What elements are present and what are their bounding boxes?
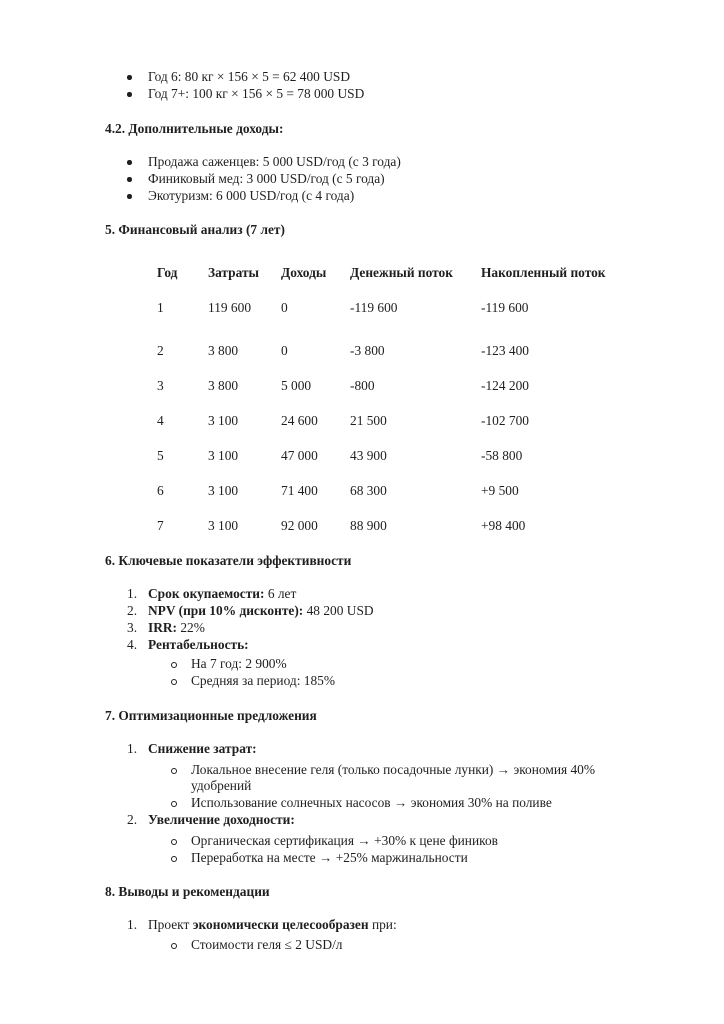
bullet-year6: Год 6: 80 кг × 156 × 5 = 62 400 USD xyxy=(148,69,351,84)
kpi-item-profitability xyxy=(127,637,249,653)
header-cumulative-flow: Накопленный поток xyxy=(481,265,606,280)
table-row xyxy=(148,403,621,438)
cell-cumulative: -119 600 xyxy=(481,300,529,315)
table-row xyxy=(148,283,621,333)
section-4-2-title: 4.2. Дополнительные доходы: xyxy=(105,121,284,136)
sub-item-gel-price: Стоимости геля ≤ 2 USD/л xyxy=(191,937,343,952)
bullet-seedlings: Продажа саженцев: 5 000 USD/год (с 3 года) xyxy=(148,154,401,169)
section-6-title: 6. Ключевые показатели эффективности xyxy=(105,553,352,568)
cell-cumulative: -58 800 xyxy=(481,448,523,463)
cell-costs: 3 100 xyxy=(208,448,239,463)
cell-income: 47 000 xyxy=(281,448,318,463)
cell-year: 6 xyxy=(157,483,164,498)
sub-item-year7: На 7 год: 2 900% xyxy=(191,656,287,671)
cell-income: 71 400 xyxy=(281,483,318,498)
bullet-year7: Год 7+: 100 кг × 156 × 5 = 78 000 USD xyxy=(148,86,365,101)
kpi-value: 48 200 USD xyxy=(303,603,374,618)
cell-cash-flow: -3 800 xyxy=(350,343,385,358)
cell-year: 1 xyxy=(157,300,164,315)
cell-cash-flow: 68 300 xyxy=(350,483,387,498)
kpi-label: NPV (при 10% дисконте): xyxy=(148,603,304,618)
kpi-value: 22% xyxy=(177,620,205,635)
kpi-value: 6 лет xyxy=(264,586,297,601)
table-row xyxy=(148,508,621,543)
cell-income: 24 600 xyxy=(281,413,318,428)
list-number: 2. xyxy=(127,812,138,827)
table-row xyxy=(148,438,621,473)
list-number: 3. xyxy=(127,620,138,635)
sub-item-solar: Использование солнечных насосов → экономия 30% на поливе xyxy=(191,795,552,810)
cell-cash-flow: 43 900 xyxy=(350,448,387,463)
cell-cash-flow: -119 600 xyxy=(350,300,398,315)
optimization-item-income xyxy=(127,812,295,828)
list-number: 1. xyxy=(127,586,138,601)
cell-cash-flow: 88 900 xyxy=(350,518,387,533)
cell-year: 4 xyxy=(157,413,164,428)
bullet-ecotourism: Экотуризм: 6 000 USD/год (с 4 года) xyxy=(148,188,355,203)
cell-costs: 3 100 xyxy=(208,483,239,498)
header-income: Доходы xyxy=(281,265,327,280)
cell-costs: 3 800 xyxy=(208,378,239,393)
conclusion-bold: экономически целесообразен xyxy=(192,917,369,932)
cell-year: 7 xyxy=(157,518,164,533)
sub-item-gel-cont: удобрений xyxy=(191,778,252,793)
header-cash-flow: Денежный поток xyxy=(350,265,453,280)
sub-item-processing: Переработка на месте → +25% маржинальности xyxy=(191,850,468,865)
cell-income: 92 000 xyxy=(281,518,318,533)
cell-costs: 3 100 xyxy=(208,518,239,533)
cell-cash-flow: 21 500 xyxy=(350,413,387,428)
cell-year: 5 xyxy=(157,448,164,463)
cell-cumulative: -123 400 xyxy=(481,343,529,358)
list-number: 1. xyxy=(127,917,138,932)
optimization-item-costs xyxy=(127,741,257,757)
sub-item-average: Средняя за период: 185% xyxy=(191,673,336,688)
cell-costs: 3 100 xyxy=(208,413,239,428)
cell-costs: 119 600 xyxy=(208,300,252,315)
table-row xyxy=(148,473,621,508)
item-label: Увеличение доходности: xyxy=(148,812,295,827)
kpi-label: IRR: xyxy=(148,620,178,635)
cell-income: 5 000 xyxy=(281,378,312,393)
conclusion-prefix: Проект xyxy=(148,917,193,932)
cell-income: 0 xyxy=(281,343,288,358)
kpi-label: Рентабельность: xyxy=(148,637,249,652)
cell-cumulative: -124 200 xyxy=(481,378,529,393)
header-costs: Затраты xyxy=(208,265,259,280)
cell-cumulative: +9 500 xyxy=(481,483,519,498)
cell-cumulative: -102 700 xyxy=(481,413,529,428)
section-7-title: 7. Оптимизационные предложения xyxy=(105,708,317,723)
cell-income: 0 xyxy=(281,300,288,315)
cell-cash-flow: -800 xyxy=(350,378,375,393)
table-header-row xyxy=(148,263,621,283)
kpi-label: Срок окупаемости: xyxy=(148,586,265,601)
table-row xyxy=(148,333,621,368)
kpi-item-payback xyxy=(127,586,297,602)
sub-item-organic: Органическая сертификация → +30% к цене фиников xyxy=(191,833,498,848)
item-label: Снижение затрат: xyxy=(148,741,257,756)
conclusion-suffix: при: xyxy=(368,917,397,932)
kpi-item-irr xyxy=(127,620,205,636)
cell-year: 2 xyxy=(157,343,164,358)
header-year: Год xyxy=(157,265,178,280)
cell-cumulative: +98 400 xyxy=(481,518,526,533)
cell-costs: 3 800 xyxy=(208,343,239,358)
financial-table xyxy=(148,263,621,543)
list-number: 4. xyxy=(127,637,138,652)
bullet-date-honey: Финиковый мед: 3 000 USD/год (с 5 года) xyxy=(148,171,385,186)
cell-year: 3 xyxy=(157,378,164,393)
table-row xyxy=(148,368,621,403)
section-8-title: 8. Выводы и рекомендации xyxy=(105,884,270,899)
section-5-title: 5. Финансовый анализ (7 лет) xyxy=(105,222,285,237)
kpi-item-npv xyxy=(127,603,374,619)
list-number: 2. xyxy=(127,603,138,618)
list-number: 1. xyxy=(127,741,138,756)
sub-item-gel: Локальное внесение геля (только посадочные лунки) → экономия 40% xyxy=(191,762,596,777)
conclusion-item xyxy=(127,917,397,933)
